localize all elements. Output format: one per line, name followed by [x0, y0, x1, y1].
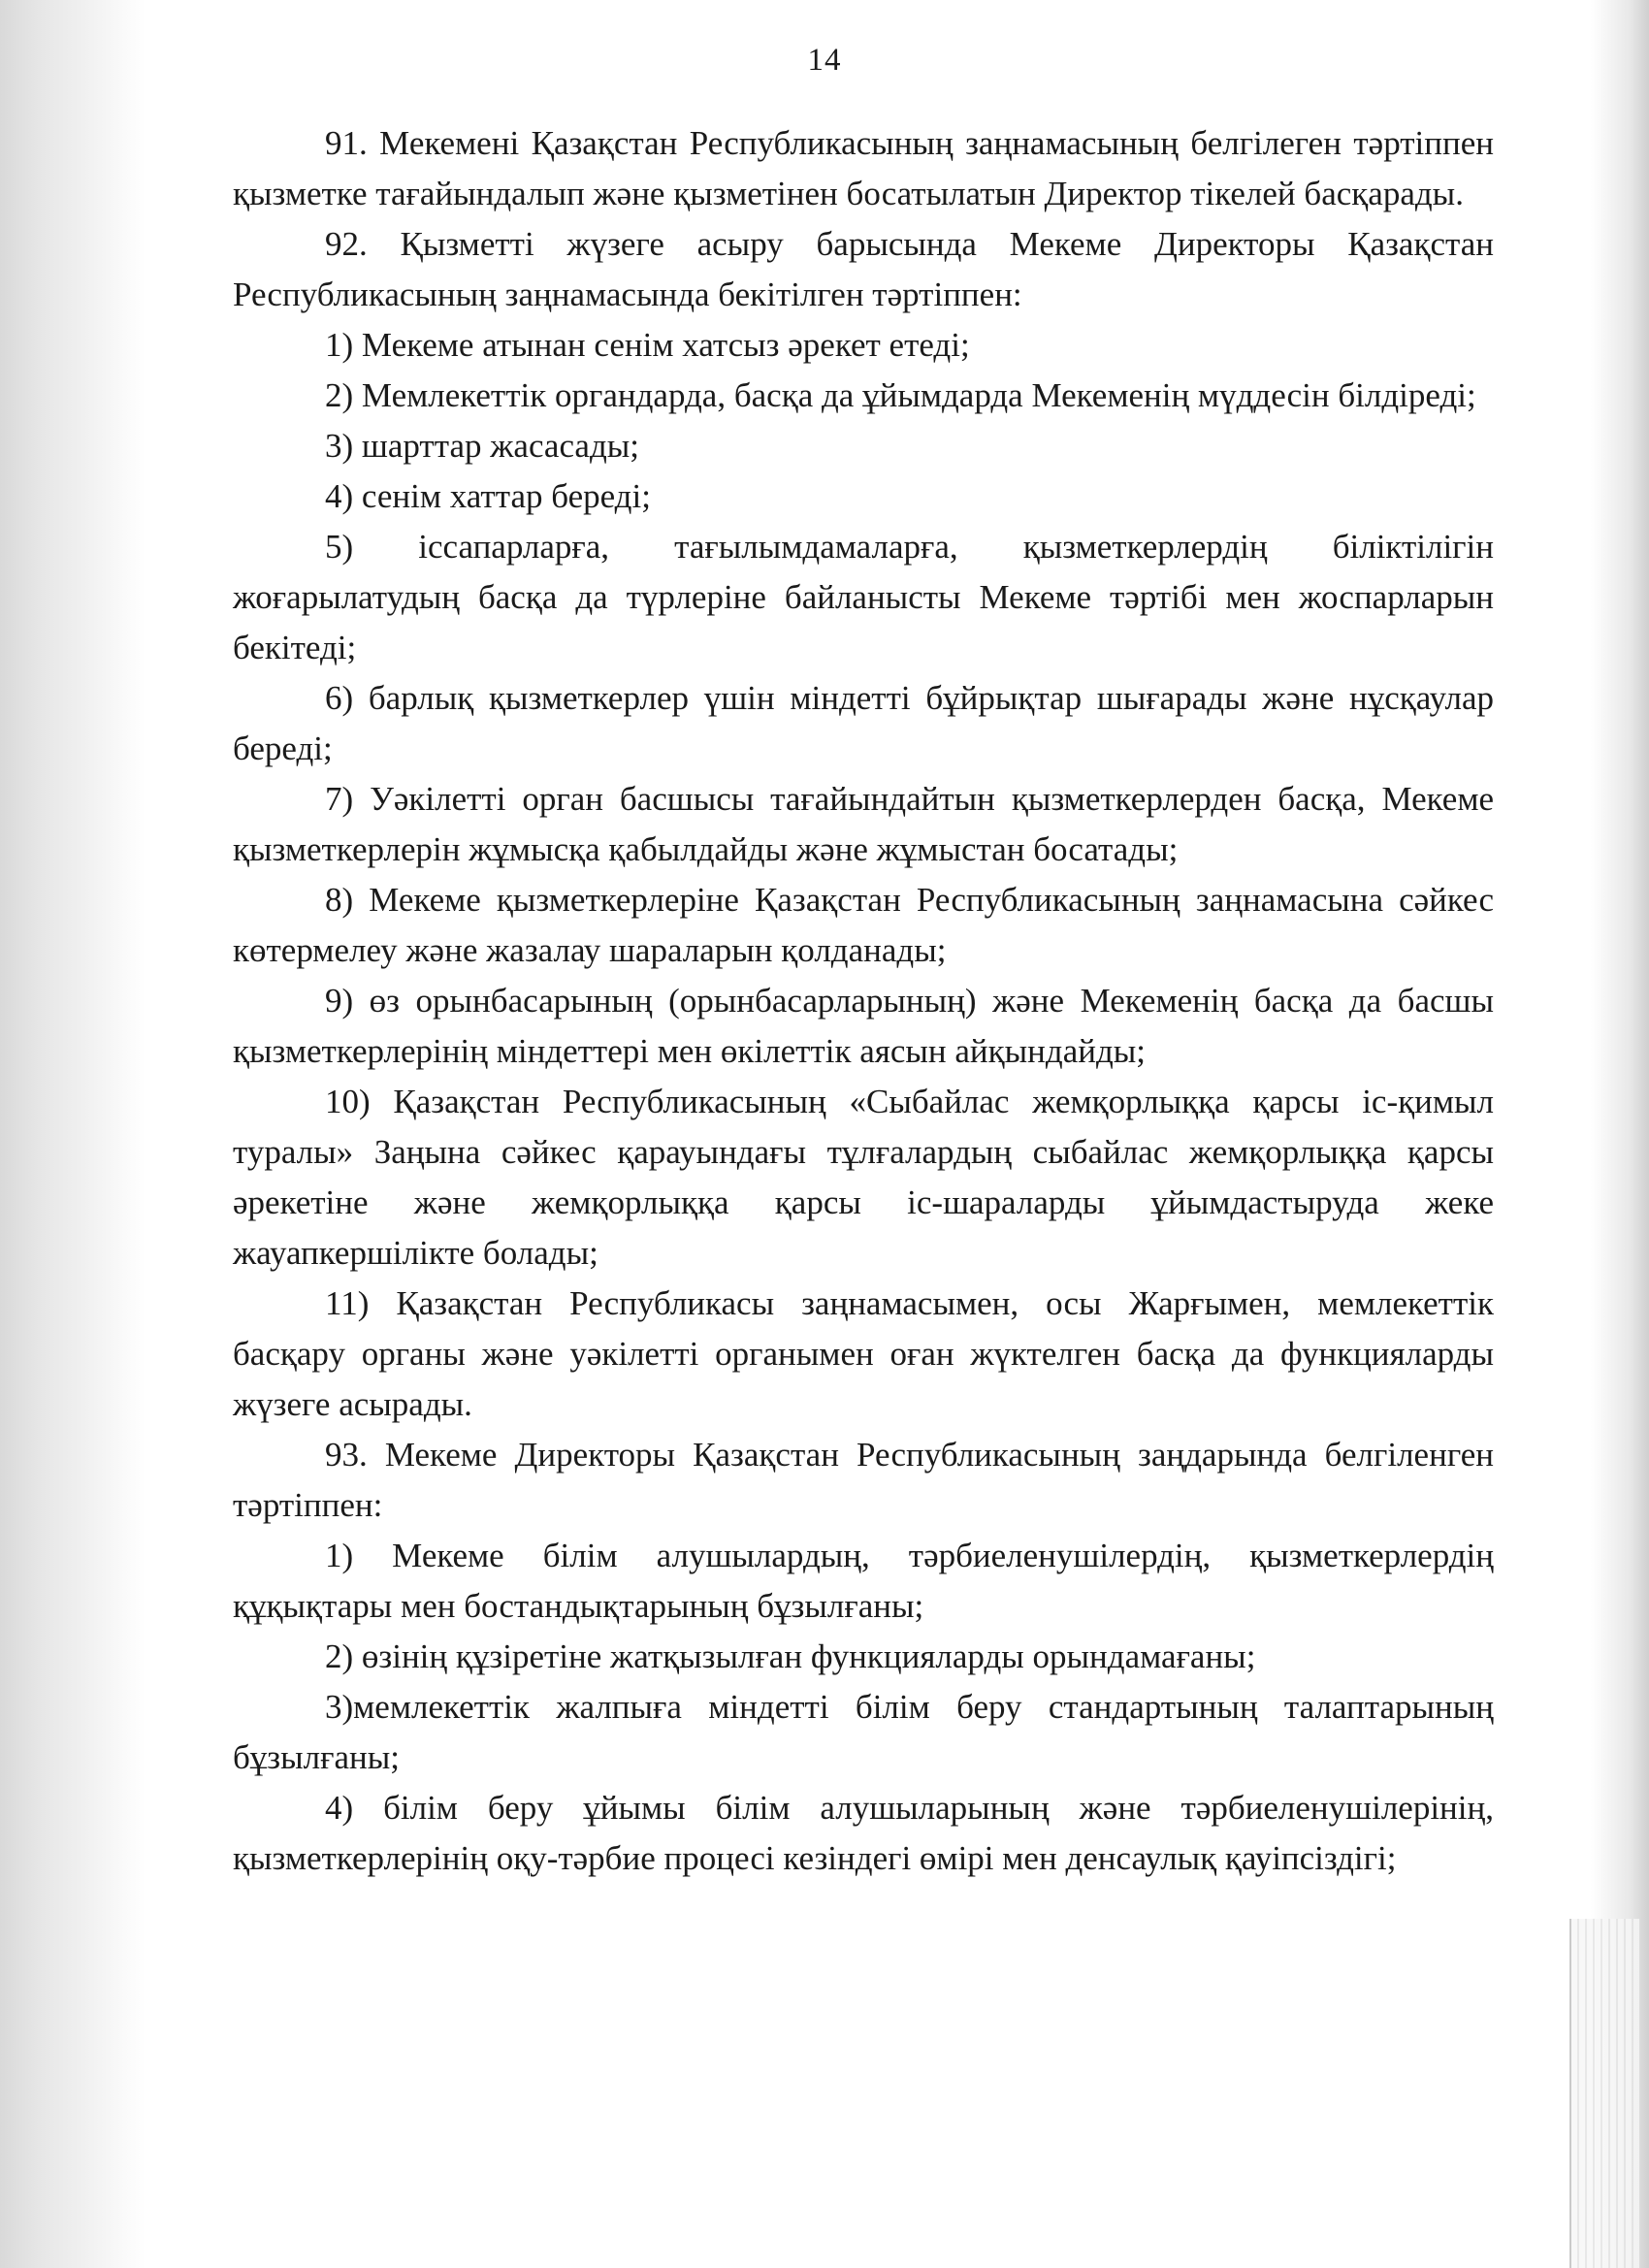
- paragraph-91: 91. Мекемені Қазақстан Республикасының заңнамасының белгілеген тәртіппен қызметке тағайындалып және қызметінен босатылатын Директор тікелей басқарады.: [233, 124, 1494, 212]
- list-item-92-5: 5) іссапарларға, тағылымдамаларға, қызметкерлердің біліктілігін жоғарылатудың басқа да түрлеріне байланысты Мекеме тәртібі мен жоспарларын бекітеді;: [233, 528, 1494, 666]
- paragraph-92: 92. Қызметті жүзеге асыру барысында Мекеме Директоры Қазақстан Республикасының заңнамасында бекітілген тәртіппен:: [233, 225, 1494, 313]
- document-body: [233, 118, 1494, 1884]
- list-item-92-8: 8) Мекеме қызметкерлеріне Қазақстан Республикасының заңнамасына сәйкес көтермелеу және жазалау шараларын қолданады;: [233, 881, 1494, 969]
- list-item-93-4: 4) білім беру ұйымы білім алушыларының және тәрбиеленушілерінің, қызметкерлерінің оқу-тәрбие процесі кезіндегі өмірі мен денсаулық қауіпсіздігі;: [233, 1789, 1494, 1877]
- list-item-92-10: 10) Қазақстан Республикасының «Сыбайлас жемқорлыққа қарсы іс-қимыл туралы» Заңына сәйкес қарауындағы тұлғалардың сыбайлас жемқорлыққа қарсы әрекетіне және жемқорлыққа қарсы іс-шараларды ұйымдастыруда жеке жауапкершілікте болады;: [233, 1083, 1494, 1272]
- list-item-92-4: 4) сенім хаттар береді;: [325, 477, 651, 515]
- scan-left-shadow: [0, 0, 146, 2268]
- list-item-92-1: 1) Мекеме атынан сенім хатсыз әрекет етеді;: [325, 326, 970, 364]
- list-item-93-3: 3)мемлекеттік жалпыға міндетті білім беру стандартының талаптарының бұзылғаны;: [233, 1688, 1494, 1776]
- list-item-92-11: 11) Қазақстан Республикасы заңнамасымен, осы Жарғымен, мемлекеттік басқару органы және уәкілетті органымен оған жүктелген басқа да функцияларды жүзеге асырады.: [233, 1284, 1494, 1423]
- page-number: 14: [807, 43, 842, 78]
- list-item-92-6: 6) барлық қызметкерлер үшін міндетті бұйрықтар шығарады және нұсқаулар береді;: [233, 679, 1494, 767]
- list-item-92-9: 9) өз орынбасарының (орынбасарларының) және Мекеменің басқа да басшы қызметкерлерінің міндеттері мен өкілеттік аясын айқындайды;: [233, 982, 1494, 1070]
- list-item-92-7: 7) Уәкілетті орган басшысы тағайындайтын қызметкерлерден басқа, Мекеме қызметкерлерін жұмысқа қабылдайды және жұмыстан босатады;: [233, 780, 1494, 868]
- paragraph-93: 93. Мекеме Директоры Қазақстан Республикасының заңдарында белгіленген тәртіппен:: [233, 1436, 1494, 1524]
- list-item-93-1: 1) Мекеме білім алушылардың, тәрбиеленушілердің, қызметкерлердің құқықтары мен бостандықтарының бұзылғаны;: [233, 1537, 1494, 1625]
- list-item-92-3: 3) шарттар жасасады;: [325, 427, 639, 465]
- list-item-93-2: 2) өзінің құзіретіне жатқызылған функцияларды орындамағаны;: [325, 1637, 1256, 1675]
- page-stack-edges: [1569, 1919, 1639, 2268]
- list-item-92-2: 2) Мемлекеттік органдарда, басқа да ұйымдарда Мекеменің мүддесін білдіреді;: [325, 376, 1476, 414]
